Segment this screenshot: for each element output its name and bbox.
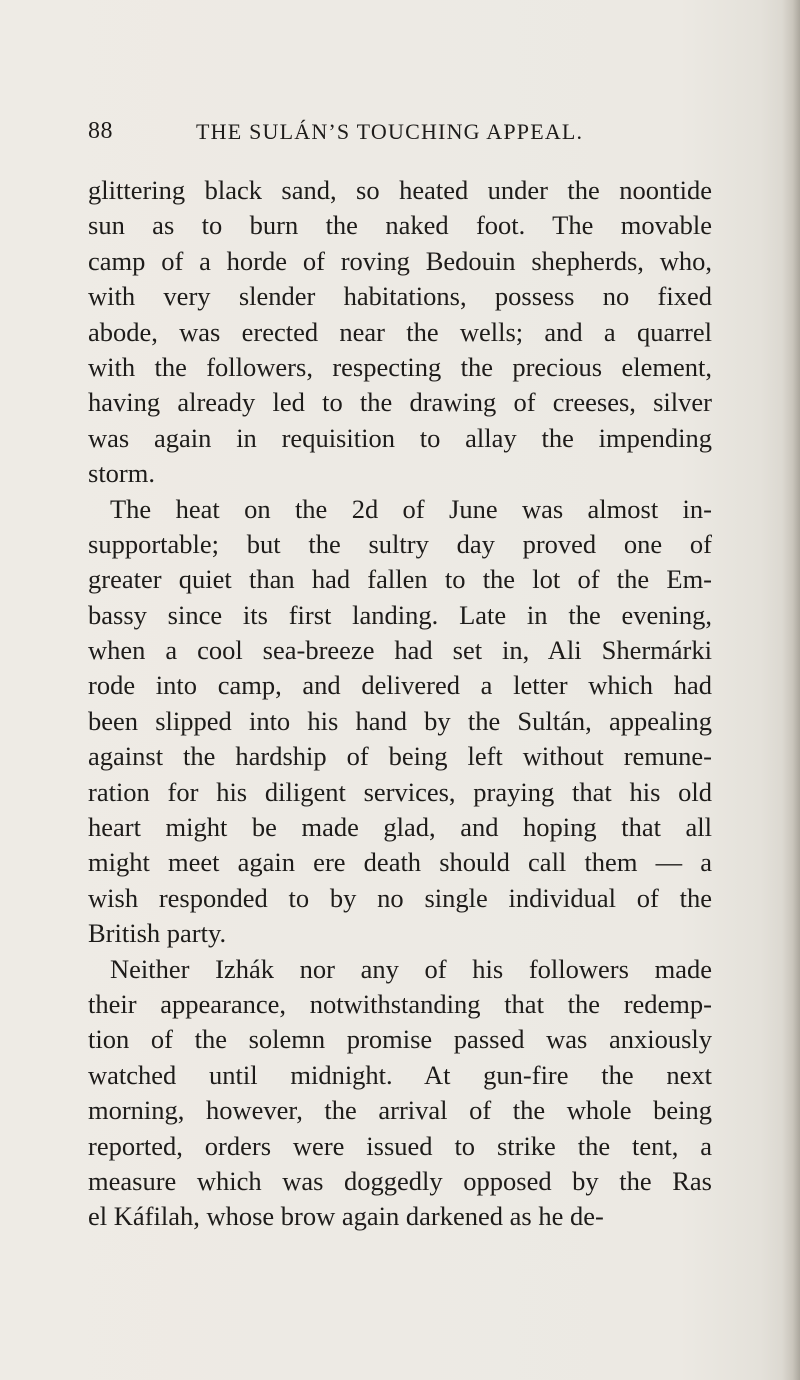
page-edge-shadow <box>782 0 800 1380</box>
text-line: might meet again ere death should call them — a <box>88 847 712 878</box>
text-line: sun as to burn the naked foot. The movable <box>88 210 712 241</box>
text-line: measure which was doggedly opposed by the Ras <box>88 1165 712 1196</box>
text-line: bassy since its first landing. Late in the evening, <box>88 599 712 630</box>
page-number: 88 <box>88 118 113 144</box>
text-line: against the hardship of being left without remune- <box>88 741 712 772</box>
text-line: rode into camp, and delivered a letter which had <box>88 670 712 701</box>
page-header <box>88 118 738 150</box>
text-line: camp of a horde of roving Bedouin shepherds, who, <box>88 245 712 276</box>
body-text <box>88 173 712 1235</box>
text-line: British party. <box>88 918 227 949</box>
text-line: reported, orders were issued to strike the tent, a <box>88 1130 712 1161</box>
text-line: supportable; but the sultry day proved one of <box>88 528 712 559</box>
running-head: THE SULÁN’S TOUCHING APPEAL. <box>196 119 584 144</box>
text-line: ration for his diligent services, praying that his old <box>88 776 712 807</box>
text-line: Neither Izhák nor any of his followers made <box>110 953 712 984</box>
text-line: with very slender habitations, possess no fixed <box>88 281 712 312</box>
text-line: The heat on the 2d of June was almost in- <box>110 493 712 524</box>
text-line: wish responded to by no single individual of the <box>88 882 712 913</box>
text-line: morning, however, the arrival of the whole being <box>88 1095 712 1126</box>
text-line: storm. <box>88 458 155 489</box>
text-line: their appearance, notwithstanding that the redemp- <box>88 988 712 1019</box>
text-line: el Káfilah, whose brow again darkened as he de- <box>88 1201 604 1232</box>
text-line: when a cool sea-breeze had set in, Ali Shermárki <box>88 635 712 666</box>
text-line: having already led to the drawing of creeses, silver <box>88 387 712 418</box>
text-line: abode, was erected near the wells; and a quarrel <box>88 316 712 347</box>
text-line: glittering black sand, so heated under the noontide <box>88 175 712 205</box>
text-line: was again in requisition to allay the impending <box>88 422 712 453</box>
text-line: watched until midnight. At gun-fire the next <box>88 1059 712 1090</box>
text-line: tion of the solemn promise passed was anxiously <box>88 1024 712 1055</box>
text-line: heart might be made glad, and hoping that all <box>88 812 712 843</box>
text-line: been slipped into his hand by the Sultán, appealing <box>88 705 712 736</box>
text-line: greater quiet than had fallen to the lot of the Em- <box>88 564 712 595</box>
text-line: with the followers, respecting the precious element, <box>88 351 712 382</box>
